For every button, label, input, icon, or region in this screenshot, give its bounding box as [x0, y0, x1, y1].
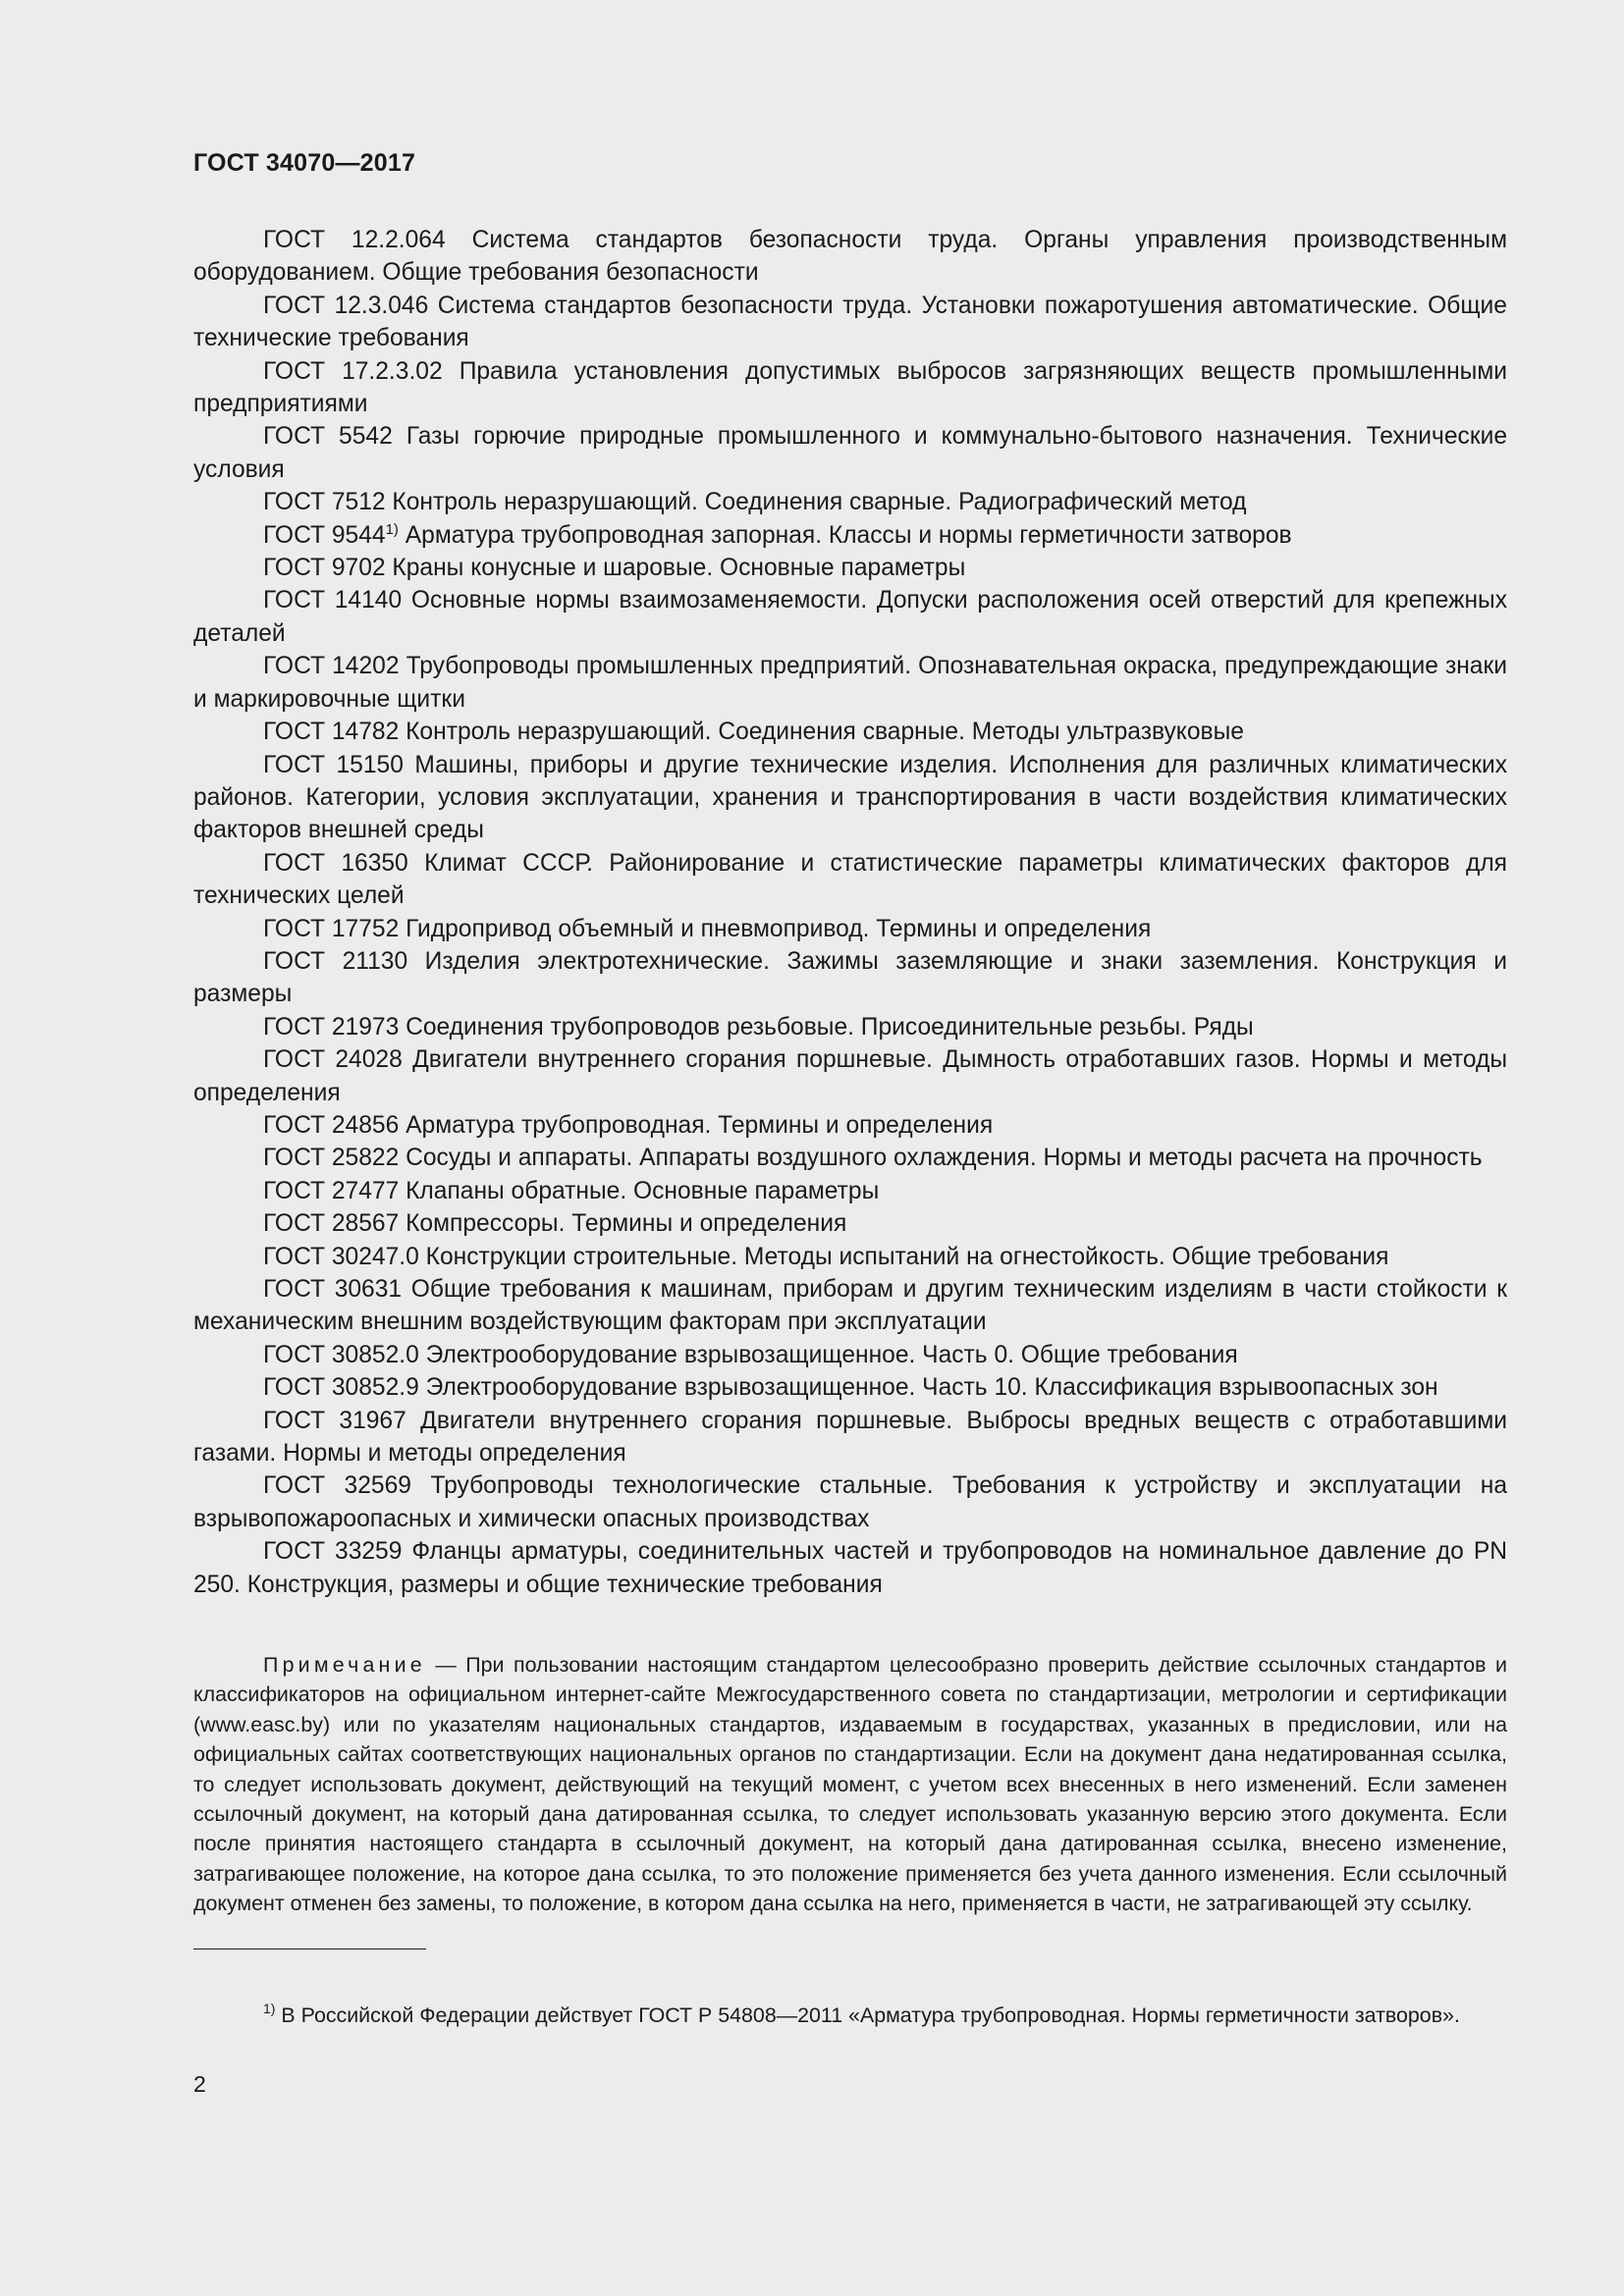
reference-item	[193, 716, 1507, 748]
reference-title: Гидропривод объемный и пневмопривод. Термины и определения	[406, 915, 1152, 942]
reference-code: ГОСТ 31967	[263, 1407, 406, 1434]
reference-code: ГОСТ 30631	[263, 1276, 403, 1303]
reference-title: Арматура трубопроводная. Термины и определения	[406, 1111, 994, 1139]
reference-code: ГОСТ 30852.0	[263, 1341, 419, 1368]
reference-item	[193, 1175, 1507, 1207]
reference-item	[193, 1011, 1507, 1043]
reference-code: ГОСТ 21973	[263, 1013, 400, 1041]
reference-code: ГОСТ 33259	[263, 1538, 403, 1566]
reference-item	[193, 355, 1507, 421]
reference-item	[193, 552, 1507, 584]
footnote-text: В Российской Федерации действует ГОСТ Р 54808—2011 «Арматура трубопроводная. Нормы герметичности затворов».	[281, 2003, 1460, 2027]
reference-title: Климат СССР. Районирование и статистические параметры климатических факторов для технических целей	[193, 849, 1507, 910]
reference-item	[193, 519, 1507, 552]
note-label: Примечание	[263, 1653, 426, 1677]
reference-title: Основные нормы взаимозаменяемости. Допуски расположения осей отверстий для крепежных деталей	[193, 587, 1507, 647]
reference-code: ГОСТ 5542	[263, 423, 393, 451]
reference-title: Машины, приборы и другие технические изделия. Исполнения для различных климатических районов. Категории, условия эксплуатации, хранения и транспортирования в части воздействия климатических факторов внешней среды	[193, 751, 1507, 844]
reference-title: Система стандартов безопасности труда. Органы управления производственным оборудованием. Общие требования безопасности	[193, 227, 1507, 287]
reference-title: Двигатели внутреннего сгорания поршневые. Выбросы вредных веществ с отработавшими газами. Нормы и методы определения	[193, 1407, 1507, 1468]
reference-code: ГОСТ 24856	[263, 1111, 400, 1139]
reference-title: Электрооборудование взрывозащищенное. Часть 10. Классификация взрывоопасных зон	[425, 1374, 1438, 1402]
reference-title: Сосуды и аппараты. Аппараты воздушного охлаждения. Нормы и методы расчета на прочность	[406, 1145, 1483, 1172]
normative-references-list	[193, 224, 1507, 1601]
reference-title: Правила установления допустимых выбросов загрязняющих веществ промышленными предприятиями	[193, 357, 1507, 418]
reference-title: Система стандартов безопасности труда. Установки пожаротушения автоматические. Общие технические требования	[193, 292, 1507, 352]
reference-title: Клапаны обратные. Основные параметры	[406, 1177, 880, 1204]
reference-item	[193, 224, 1507, 290]
reference-item	[193, 847, 1507, 913]
reference-code: ГОСТ 14140	[263, 587, 403, 614]
footnote-mark: 1)	[263, 2001, 276, 2016]
note-text: При пользовании настоящим стандартом целесообразно проверить действие ссылочных стандартов и классификаторов на официальном интернет-сайте Межгосударственного совета по стандартизации, метрологии и сертификации (www.easc.by) или по указателям национальных стандартов, издаваемым в государствах, указанных в предисловии, или на официальных сайтах соответствующих национальных органов по стандартизации. Если на документ дана недатированная ссылка, то следует использовать документ, действующий на текущий момент, с учетом всех внесенных в него изменений. Если заменен ссылочный документ, на который дана датированная ссылка, то следует использовать указанную версию этого документа. Если после принятия настоящего стандарта в ссылочный документ, на который дана датированная ссылка, внесено изменение, затрагивающее положение, на которое дана ссылка, то это положение применяется без учета данного изменения. Если ссылочный документ отменен без замены, то положение, в котором дана ссылка на него, применяется в части, не затрагивающей эту ссылку.	[193, 1653, 1507, 1916]
reference-item	[193, 945, 1507, 1011]
reference-title: Арматура трубопроводная запорная. Классы и нормы герметичности затворов	[405, 521, 1292, 549]
reference-item	[193, 584, 1507, 650]
reference-title: Электрооборудование взрывозащищенное. Часть 0. Общие требования	[425, 1341, 1238, 1368]
reference-title: Соединения трубопроводов резьбовые. Присоединительные резьбы. Ряды	[406, 1013, 1254, 1041]
reference-item	[193, 1142, 1507, 1174]
reference-code: ГОСТ 17.2.3.02	[263, 357, 443, 385]
reference-item	[193, 1405, 1507, 1470]
reference-title: Изделия электротехнические. Зажимы заземляющие и знаки заземления. Конструкция и размеры	[193, 947, 1507, 1008]
reference-item	[193, 650, 1507, 716]
footnote	[193, 2001, 1507, 2030]
reference-item	[193, 420, 1507, 486]
reference-item	[193, 1043, 1507, 1109]
reference-code: ГОСТ 14202	[263, 653, 400, 680]
reference-item	[193, 1535, 1507, 1601]
reference-code: ГОСТ 28567	[263, 1210, 400, 1238]
reference-item	[193, 1273, 1507, 1339]
reference-code: ГОСТ 9544	[263, 521, 386, 549]
reference-item	[193, 1371, 1507, 1404]
reference-code: ГОСТ 12.3.046	[263, 292, 429, 319]
reference-item	[193, 1469, 1507, 1535]
reference-code: ГОСТ 30247.0	[263, 1243, 419, 1270]
reference-code: ГОСТ 25822	[263, 1145, 400, 1172]
note-paragraph	[193, 1650, 1507, 1919]
reference-title: Конструкции строительные. Методы испытаний на огнестойкость. Общие требования	[425, 1243, 1389, 1270]
reference-code: ГОСТ 14782	[263, 719, 400, 746]
reference-item	[193, 1339, 1507, 1371]
reference-code: ГОСТ 30852.9	[263, 1374, 419, 1402]
reference-code: ГОСТ 15150	[263, 751, 404, 778]
reference-title: Двигатели внутреннего сгорания поршневые. Дымность отработавших газов. Нормы и методы определения	[193, 1046, 1507, 1106]
reference-item	[193, 486, 1507, 518]
reference-title: Общие требования к машинам, приборам и другим техническим изделиям в части стойкости к механическим внешним воздействующим факторам при эксплуатации	[193, 1276, 1507, 1336]
reference-item	[193, 1241, 1507, 1273]
reference-title: Компрессоры. Термины и определения	[406, 1210, 847, 1238]
reference-item	[193, 1109, 1507, 1142]
reference-title: Краны конусные и шаровые. Основные параметры	[392, 555, 966, 582]
reference-code: ГОСТ 7512	[263, 489, 386, 516]
reference-item	[193, 290, 1507, 355]
reference-title: Трубопроводы промышленных предприятий. Опознавательная окраска, предупреждающие знаки и маркировочные щитки	[193, 653, 1507, 713]
reference-code: ГОСТ 9702	[263, 555, 386, 582]
reference-title: Контроль неразрушающий. Соединения сварные. Радиографический метод	[392, 489, 1247, 516]
reference-code: ГОСТ 17752	[263, 915, 400, 942]
reference-footnote-mark: 1)	[385, 520, 399, 538]
reference-code: ГОСТ 21130	[263, 947, 408, 975]
reference-code: ГОСТ 32569	[263, 1472, 411, 1500]
reference-code: ГОСТ 16350	[263, 849, 408, 877]
reference-item	[193, 1207, 1507, 1240]
reference-title: Контроль неразрушающий. Соединения сварные. Методы ультразвуковые	[406, 719, 1244, 746]
reference-title: Фланцы арматуры, соединительных частей и трубопроводов на номинальное давление до PN 250. Конструкция, размеры и общие технические требования	[193, 1538, 1507, 1598]
page-number: 2	[193, 2071, 206, 2097]
reference-item	[193, 913, 1507, 945]
reference-title: Газы горючие природные промышленного и коммунально-бытового назначения. Технические условия	[193, 423, 1508, 483]
reference-code: ГОСТ 24028	[263, 1046, 403, 1074]
reference-code: ГОСТ 27477	[263, 1177, 400, 1204]
document-code-header: ГОСТ 34070—2017	[193, 149, 416, 177]
reference-title: Трубопроводы технологические стальные. Требования к устройству и эксплуатации на взрывопожароопасных и химически опасных производствах	[193, 1472, 1507, 1532]
note-dash: —	[435, 1653, 457, 1677]
reference-code: ГОСТ 12.2.064	[263, 227, 446, 253]
reference-item	[193, 749, 1507, 847]
